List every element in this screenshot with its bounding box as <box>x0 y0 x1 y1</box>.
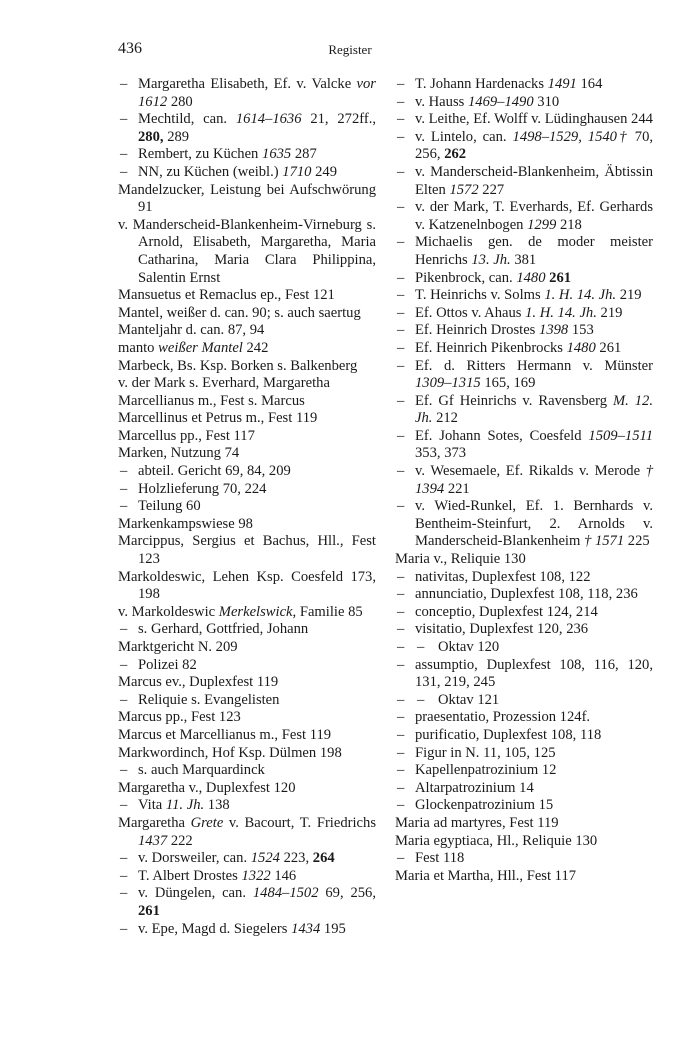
index-entry <box>118 358 376 376</box>
index-subentry <box>118 868 376 886</box>
entry-text: conceptio, Duplexfest 124, 214 <box>415 603 598 620</box>
entry-text: Kapellenpatrozinium 12 <box>415 762 557 779</box>
entry-dash: – <box>397 762 405 779</box>
index-entry <box>118 182 376 217</box>
index-subentry <box>395 94 653 112</box>
entry-text: NN, zu Küchen (weibl.) <box>138 163 283 180</box>
index-entry <box>118 674 376 692</box>
entry-text: M. 12. Jh. <box>415 392 653 427</box>
index-subentry <box>395 428 653 463</box>
entry-text: Marcellianus m., Fest s. Marcus <box>118 392 305 409</box>
entry-text: 219 <box>616 287 642 304</box>
entry-text: Fest 118 <box>415 850 465 867</box>
entry-text: Marcippus, Sergius et Bachus, Hll., Fest 123 <box>118 533 376 568</box>
entry-text: weißer Mantel <box>158 339 243 356</box>
entry-dash: – <box>120 146 128 163</box>
entry-text: 249 <box>311 163 338 180</box>
entry-text: 1572 <box>449 181 479 198</box>
entry-text: † 1571 <box>584 533 625 550</box>
entry-text: Ef. Johann Sotes, Coesfeld <box>415 427 589 444</box>
entry-text: † 1394 <box>415 463 653 497</box>
index-subentry <box>395 586 653 604</box>
entry-dash: – <box>397 304 405 321</box>
entry-text: Maria egyptiaca, Hl., Reliquie 130 <box>395 832 598 849</box>
index-subentry <box>395 234 653 269</box>
entry-text: Markenkampswiese 98 <box>118 515 253 532</box>
entry-text: 219 <box>596 304 623 321</box>
entry-text: 353, 373 <box>415 445 467 462</box>
entry-dash: – <box>397 392 405 409</box>
entry-text: 1469–1490 <box>467 93 534 110</box>
entry-text: Markoldeswic, Lehen Ksp. Coesfeld 173, 198 <box>118 568 376 603</box>
entry-dash: – <box>120 111 128 128</box>
index-subentry <box>395 709 653 727</box>
entry-dash: – <box>397 779 405 796</box>
index-column-left <box>118 76 376 938</box>
entry-text: Glockenpatrozinium 15 <box>415 797 554 814</box>
entry-text: 289 <box>163 128 190 145</box>
entry-text: Oktav 120 <box>438 639 500 655</box>
index-subentry <box>395 657 653 692</box>
index-subentry <box>118 921 376 939</box>
entry-text: purificatio, Duplexfest 108, 118 <box>415 726 602 743</box>
index-entry <box>118 516 376 534</box>
index-subentry <box>395 199 653 234</box>
index-entry <box>395 868 653 886</box>
index-subentry <box>395 164 653 199</box>
entry-text: Marcellus pp., Fest 117 <box>118 427 255 444</box>
entry-dash: – <box>397 498 405 515</box>
entry-text: Marken, Nutzung 74 <box>118 445 240 462</box>
entry-text: 195 <box>320 920 346 937</box>
index-subentry <box>395 692 653 710</box>
index-subentry <box>395 780 653 798</box>
entry-dash: – <box>397 163 405 180</box>
entry-text: Margaretha v., Duplexfest 120 <box>118 779 296 796</box>
entry-text: Mechtild, can. <box>138 111 236 128</box>
index-entry <box>118 709 376 727</box>
index-subentry <box>395 639 653 657</box>
entry-dash: – <box>417 639 425 655</box>
entry-text: 138 <box>204 797 230 814</box>
index-subentry <box>395 797 653 815</box>
index-entry <box>118 287 376 305</box>
entry-text: T. Heinrichs v. Solms <box>415 287 545 304</box>
entry-text: v. Düngelen, can. <box>138 885 253 902</box>
entry-dash: – <box>397 322 405 339</box>
entry-text: Maria ad martyres, Fest 119 <box>395 814 559 831</box>
entry-text: s. auch Marquardinck <box>138 762 265 779</box>
entry-text: T. Albert Drostes <box>138 867 242 884</box>
index-subentry <box>118 164 376 182</box>
index-entry <box>118 569 376 604</box>
entry-text: 1299 <box>527 216 557 233</box>
index-entry <box>395 815 653 833</box>
entry-text: Holzlieferung 70, 224 <box>138 480 267 497</box>
entry-dash: – <box>397 586 405 603</box>
entry-text: 222 <box>167 832 193 849</box>
index-subentry <box>395 604 653 622</box>
entry-dash: – <box>120 867 128 884</box>
index-entry <box>395 833 653 851</box>
entry-text: 21, 272ff., <box>301 111 376 128</box>
index-subentry <box>118 111 376 146</box>
entry-text: 70, 256, <box>415 128 654 163</box>
entry-text: 1635 <box>262 146 292 163</box>
entry-dash: – <box>397 427 405 444</box>
entry-text: v. Wesemaele, Ef. Rikalds v. Merode <box>415 463 646 480</box>
entry-text: 242 <box>242 339 269 356</box>
entry-text: Michaelis gen. de moder meister Henrichs <box>415 234 653 268</box>
entry-text: 223, <box>279 850 313 867</box>
entry-text: v. Dorsweiler, can. <box>138 850 251 867</box>
entry-dash: – <box>397 199 405 216</box>
entry-text: Reliquie s. Evangelisten <box>138 691 280 708</box>
entry-dash: – <box>397 621 405 638</box>
entry-text: 1. H. 14. Jh. <box>525 304 597 321</box>
entry-text: Margaretha Elisabeth, Ef. v. Valcke <box>138 76 357 92</box>
index-entry <box>118 533 376 568</box>
entry-dash: – <box>397 726 405 743</box>
entry-text: manto <box>118 339 159 356</box>
index-subentry <box>395 745 653 763</box>
entry-dash: – <box>397 234 405 251</box>
entry-dash: – <box>397 357 405 374</box>
entry-dash: – <box>397 269 405 286</box>
index-subentry <box>395 322 653 340</box>
index-subentry <box>118 146 376 164</box>
index-subentry <box>118 657 376 675</box>
entry-dash: – <box>120 885 128 902</box>
page-number: 436 <box>118 40 142 57</box>
entry-text: Ef. Ottos v. Ahaus <box>415 304 526 321</box>
entry-text: 221 <box>444 480 470 497</box>
entry-dash: – <box>397 691 405 708</box>
entry-text: Ef. Heinrich Drostes <box>415 322 540 339</box>
index-column-right <box>395 76 653 885</box>
entry-dash: – <box>397 287 405 304</box>
entry-text: Familie 85 <box>296 603 363 620</box>
entry-text: Pikenbrock, can. <box>415 269 517 286</box>
index-subentry <box>395 270 653 288</box>
entry-text: abteil. Gericht 69, 84, 209 <box>138 463 291 480</box>
index-entry <box>118 745 376 763</box>
entry-text: Mansuetus et Remaclus ep., Fest 121 <box>118 287 335 304</box>
entry-dash: – <box>397 656 405 673</box>
entry-text: 1509–1511 <box>588 427 653 444</box>
entry-text: Marcus ev., Duplexfest 119 <box>118 674 279 691</box>
entry-text: 1480 <box>566 339 596 356</box>
entry-dash: – <box>120 480 128 497</box>
entry-dash: – <box>397 128 405 145</box>
entry-text: Teilung 60 <box>138 498 201 515</box>
entry-text: Maria et Martha, Hll., Fest 117 <box>395 867 577 884</box>
index-subentry <box>395 727 653 745</box>
entry-text: 13. Jh. <box>471 251 511 268</box>
entry-text: 69, 256, <box>318 885 376 902</box>
entry-text: 165, 169 <box>480 375 536 392</box>
entry-dash: – <box>397 93 405 110</box>
entry-dash: – <box>120 797 128 814</box>
entry-text: 262 <box>444 146 467 163</box>
entry-text: visitatio, Duplexfest 120, 236 <box>415 621 589 638</box>
index-subentry <box>395 76 653 94</box>
entry-text: Maria v., Reliquie 130 <box>395 551 526 568</box>
index-entry <box>118 780 376 798</box>
entry-text: Figur in N. 11, 105, 125 <box>415 744 556 761</box>
entry-text: 227 <box>478 181 505 198</box>
entry-text: Mandelzucker, Leistung bei Aufschwörung 91 <box>118 181 376 216</box>
entry-text: 225 <box>624 533 650 550</box>
entry-text: Ef. Gf Heinrichs v. Ravensberg <box>415 392 613 409</box>
index-entry <box>118 393 376 411</box>
index-subentry <box>118 850 376 868</box>
index-subentry <box>118 498 376 516</box>
index-subentry <box>395 498 653 551</box>
entry-text: 261 <box>549 269 572 286</box>
entry-dash: – <box>397 603 405 620</box>
entry-dash: – <box>120 920 128 937</box>
entry-text: v. der Mark s. Everhard, Margaretha <box>118 375 330 392</box>
entry-dash: – <box>397 639 405 655</box>
entry-dash: – <box>397 709 405 726</box>
entry-text: 1322 <box>241 867 271 884</box>
entry-text: Altarpatrozinium 14 <box>415 779 534 796</box>
index-subentry <box>395 621 653 639</box>
entry-text: 1480 <box>516 269 546 286</box>
entry-text: Marbeck, Bs. Ksp. Borken s. Balkenberg <box>118 357 358 374</box>
index-entry <box>118 445 376 463</box>
entry-text: v. Lintelo, can. <box>415 128 513 145</box>
entry-text: v. der Mark, T. Everhards, Ef. Gerhards v. Katzenelnbogen <box>415 199 653 233</box>
entry-dash: – <box>417 691 425 708</box>
index-entry <box>118 322 376 340</box>
entry-text: Vita <box>138 797 166 814</box>
index-entry <box>118 604 376 622</box>
index-entry <box>118 217 376 287</box>
entry-dash: – <box>120 463 128 480</box>
index-subentry <box>118 692 376 710</box>
entry-text: 287 <box>291 146 317 163</box>
entry-dash: – <box>120 656 128 673</box>
entry-text: v. Epe, Magd d. Siegelers <box>138 920 292 937</box>
entry-text: 280, <box>138 128 164 145</box>
entry-text: 1434 <box>291 920 321 937</box>
entry-text: Mantel, weißer d. can. 90; s. auch saertug <box>118 304 361 321</box>
entry-text: Marcus pp., Fest 123 <box>118 709 241 726</box>
entry-text: 1309–1315 <box>415 375 481 392</box>
entry-text: Polizei 82 <box>138 656 197 673</box>
index-subentry <box>118 481 376 499</box>
entry-dash: – <box>397 339 405 356</box>
index-subentry <box>395 463 653 498</box>
entry-text: Grete <box>190 814 224 831</box>
index-entry <box>118 410 376 428</box>
entry-dash: – <box>397 850 405 867</box>
entry-text: v. Manderscheid-Blankenheim, Äbtissin Elten <box>415 163 653 198</box>
entry-dash: – <box>397 568 405 585</box>
entry-text: Merkelswick, <box>218 603 297 620</box>
entry-text: 1437 <box>138 832 168 849</box>
entry-text: Rembert, zu Küchen <box>138 146 263 163</box>
entry-text: Ef. d. Ritters Hermann v. Münster <box>415 357 653 374</box>
entry-dash: – <box>120 621 128 638</box>
entry-text: Markwordinch, Hof Ksp. Dülmen 198 <box>118 744 342 761</box>
entry-text: Marcellinus et Petrus m., Fest 119 <box>118 410 318 427</box>
entry-text: 218 <box>556 216 582 233</box>
entry-text: 1491 <box>547 76 577 92</box>
entry-text: Ef. Heinrich Pikenbrocks <box>415 339 567 356</box>
entry-dash: – <box>120 163 128 180</box>
entry-text: Manteljahr d. can. 87, 94 <box>118 322 265 339</box>
entry-dash: – <box>397 463 405 480</box>
entry-text: v. Bacourt, T. Friedrichs <box>223 814 376 831</box>
entry-text: v. Leithe, Ef. Wolff v. Lüdinghausen 244 <box>415 111 653 128</box>
entry-text: 310 <box>533 93 560 110</box>
entry-text: 1398 <box>539 322 569 339</box>
index-subentry <box>395 358 653 393</box>
index-subentry <box>395 305 653 323</box>
index-entry <box>118 727 376 745</box>
entry-dash: – <box>397 744 405 761</box>
running-header: Register <box>328 42 372 57</box>
entry-text: 164 <box>576 76 603 92</box>
index-subentry <box>395 850 653 868</box>
entry-dash: – <box>120 850 128 867</box>
entry-text: v. Manderscheid-Blankenheim-Virneburg s. Arnold, Elisabeth, Margaretha, Maria Catharina, Maria Clara Philippina, Salentin Ernst <box>118 216 376 286</box>
index-subentry <box>395 393 653 428</box>
entry-text: 261 <box>138 902 160 919</box>
entry-text: T. Johann Hardenacks <box>415 76 548 92</box>
entry-text: 381 <box>510 251 537 268</box>
entry-text: vor 1612 <box>138 76 376 110</box>
index-subentry <box>118 76 376 111</box>
entry-text: 1498–1529, 1540† <box>512 128 629 145</box>
entry-text: nativitas, Duplexfest 108, 122 <box>415 568 591 585</box>
entry-dash: – <box>120 76 128 92</box>
index-subentry <box>118 621 376 639</box>
index-subentry <box>395 340 653 358</box>
entry-dash: – <box>120 762 128 779</box>
index-subentry <box>395 762 653 780</box>
entry-text: 280 <box>167 93 193 110</box>
entry-text: Oktav 121 <box>438 691 500 708</box>
entry-text: 1. H. 14. Jh. <box>544 287 617 304</box>
entry-text: 264 <box>312 850 335 867</box>
index-entry <box>118 815 376 850</box>
entry-text: s. Gerhard, Gottfried, Johann <box>138 621 309 638</box>
index-subentry <box>118 885 376 920</box>
entry-text: 1524 <box>250 850 280 867</box>
index-subentry <box>395 129 653 164</box>
entry-dash: – <box>397 76 405 92</box>
entry-text: Marktgericht N. 209 <box>118 639 238 655</box>
entry-text: 261 <box>595 339 622 356</box>
index-subentry <box>395 569 653 587</box>
entry-dash: – <box>120 498 128 515</box>
entry-dash: – <box>397 111 405 128</box>
entry-dash: – <box>397 797 405 814</box>
index-subentry <box>395 287 653 305</box>
index-entry <box>395 551 653 569</box>
entry-text: 146 <box>270 867 297 884</box>
entry-text: assumptio, Duplexfest 108, 116, 120, 131, 219, 245 <box>415 656 653 691</box>
index-subentry <box>118 762 376 780</box>
entry-text: Marcus et Marcellianus m., Fest 119 <box>118 726 332 743</box>
entry-text: 11. Jh. <box>165 797 205 814</box>
index-entry <box>118 639 376 657</box>
entry-text: praesentatio, Prozession 124f. <box>415 709 591 726</box>
index-entry <box>118 340 376 358</box>
entry-text: v. Hauss <box>415 93 468 110</box>
entry-text: 1484–1502 <box>252 885 319 902</box>
index-subentry <box>118 463 376 481</box>
entry-text: Margaretha <box>118 814 191 831</box>
entry-dash: – <box>120 691 128 708</box>
index-entry <box>118 428 376 446</box>
index-subentry <box>118 797 376 815</box>
entry-text: 1710 <box>282 163 312 180</box>
entry-text: annunciatio, Duplexfest 108, 118, 236 <box>415 586 638 603</box>
entry-text: v. Wied-Runkel, Ef. 1. Bernhards v. Bentheim-Steinfurt, 2. Arnolds v. Manderscheid-Blankenheim <box>415 498 653 550</box>
entry-text: v. Markoldeswic <box>118 603 219 620</box>
index-entry <box>118 375 376 393</box>
entry-text: 212 <box>432 410 458 427</box>
index-subentry <box>395 111 653 129</box>
entry-text: 153 <box>568 322 594 339</box>
index-entry <box>118 305 376 323</box>
entry-text: 1614–1636 <box>235 111 302 128</box>
